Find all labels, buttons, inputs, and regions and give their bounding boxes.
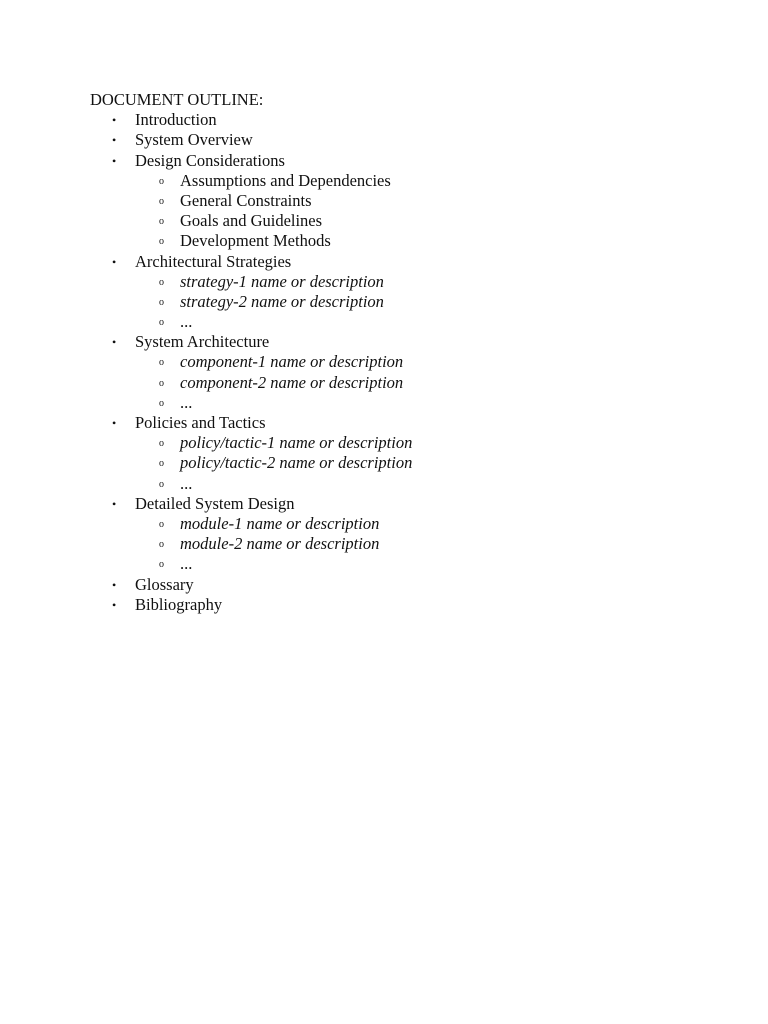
outline-item bbox=[90, 575, 412, 595]
outline-subitem-label: ... bbox=[180, 473, 193, 493]
bullet-icon: • bbox=[112, 335, 117, 350]
sub-bullet-icon: o bbox=[159, 216, 164, 228]
outline-subitem bbox=[135, 453, 412, 473]
sub-bullet-icon: o bbox=[159, 478, 164, 490]
outline-item-label: Architectural Strategies bbox=[135, 251, 292, 271]
outline-subitem-label: ... bbox=[180, 554, 193, 574]
outline-sublist bbox=[135, 272, 412, 333]
outline-sublist bbox=[135, 433, 412, 494]
outline-subitem-label: ... bbox=[180, 312, 193, 332]
outline-subitem bbox=[135, 474, 412, 494]
sub-bullet-icon: o bbox=[159, 518, 164, 530]
outline-subitem bbox=[135, 292, 412, 312]
outline-item bbox=[90, 413, 412, 494]
sub-bullet-icon: o bbox=[159, 458, 164, 470]
bullet-icon: • bbox=[112, 577, 117, 592]
outline-subitem-label: strategy-1 name or description bbox=[180, 271, 384, 291]
outline-subitem-label: policy/tactic-1 name or description bbox=[180, 433, 413, 453]
outline-item-label: Policies and Tactics bbox=[135, 413, 266, 432]
sub-bullet-icon: o bbox=[159, 438, 164, 450]
outline-item-label: Bibliography bbox=[135, 594, 223, 614]
outline-sublist bbox=[135, 171, 412, 252]
outline-subitem-label: component-2 name or description bbox=[180, 372, 404, 392]
outline-subitem bbox=[135, 554, 412, 574]
bullet-icon: • bbox=[112, 496, 117, 511]
outline-subitem bbox=[135, 393, 412, 413]
outline-subitem-label: module-1 name or description bbox=[180, 513, 380, 533]
outline-subitem bbox=[135, 312, 412, 332]
sub-bullet-icon: o bbox=[159, 175, 164, 187]
outline-subitem bbox=[135, 191, 412, 211]
sub-bullet-icon: o bbox=[159, 539, 164, 551]
sub-bullet-icon: o bbox=[159, 296, 164, 308]
outline-subitem bbox=[135, 352, 412, 372]
outline-item bbox=[90, 595, 412, 615]
outline-subitem-label: General Constraints bbox=[180, 190, 312, 210]
bullet-icon: • bbox=[112, 113, 117, 128]
outline-subitem-label: Assumptions and Dependencies bbox=[180, 170, 391, 190]
sub-bullet-icon: o bbox=[159, 276, 164, 288]
sub-bullet-icon: o bbox=[159, 559, 164, 571]
bullet-icon: • bbox=[112, 133, 117, 148]
outline-heading: DOCUMENT OUTLINE: bbox=[90, 90, 264, 109]
outline-subitem-label: Goals and Guidelines bbox=[180, 211, 323, 231]
outline-sublist bbox=[135, 352, 412, 413]
outline-item-label: System Architecture bbox=[135, 332, 270, 352]
outline-subitem bbox=[135, 272, 412, 292]
outline-subitem-label: policy/tactic-2 name or description bbox=[180, 453, 413, 473]
outline-subitem bbox=[135, 171, 412, 191]
outline-subitem bbox=[135, 211, 412, 231]
bullet-icon: • bbox=[112, 153, 117, 168]
outline-item bbox=[90, 332, 412, 413]
outline-item bbox=[90, 252, 412, 333]
sub-bullet-icon: o bbox=[159, 397, 164, 409]
sub-bullet-icon: o bbox=[159, 236, 164, 248]
outline-item bbox=[90, 151, 412, 252]
outline-item bbox=[90, 494, 412, 575]
sub-bullet-icon: o bbox=[159, 377, 164, 389]
outline-item-label: System Overview bbox=[135, 130, 253, 150]
outline-item-label: Detailed System Design bbox=[135, 493, 295, 513]
outline-item-label: Introduction bbox=[135, 110, 217, 130]
outline-subitem bbox=[135, 534, 412, 554]
outline-subitem bbox=[135, 231, 412, 251]
outline-subitem bbox=[135, 373, 412, 393]
outline-subitem-label: module-2 name or description bbox=[180, 534, 380, 554]
bullet-icon: • bbox=[112, 597, 117, 612]
outline-item bbox=[90, 130, 412, 150]
outline-subitem bbox=[135, 433, 412, 453]
sub-bullet-icon: o bbox=[159, 317, 164, 329]
sub-bullet-icon: o bbox=[159, 195, 164, 207]
outline-item-label: Glossary bbox=[135, 574, 194, 594]
outline-item-label: Design Considerations bbox=[135, 150, 285, 170]
outline-subitem-label: Development Methods bbox=[180, 231, 331, 251]
outline-subitem-label: ... bbox=[180, 392, 193, 412]
outline-sublist bbox=[135, 514, 412, 575]
outline-item bbox=[90, 110, 412, 130]
outline-subitem bbox=[135, 514, 412, 534]
bullet-icon: • bbox=[112, 416, 117, 430]
outline-list bbox=[90, 110, 412, 615]
outline-subitem-label: strategy-2 name or description bbox=[180, 291, 384, 311]
bullet-icon: • bbox=[112, 254, 117, 269]
document-outline bbox=[90, 90, 412, 615]
sub-bullet-icon: o bbox=[159, 357, 164, 369]
outline-subitem-label: component-1 name or description bbox=[180, 352, 404, 372]
